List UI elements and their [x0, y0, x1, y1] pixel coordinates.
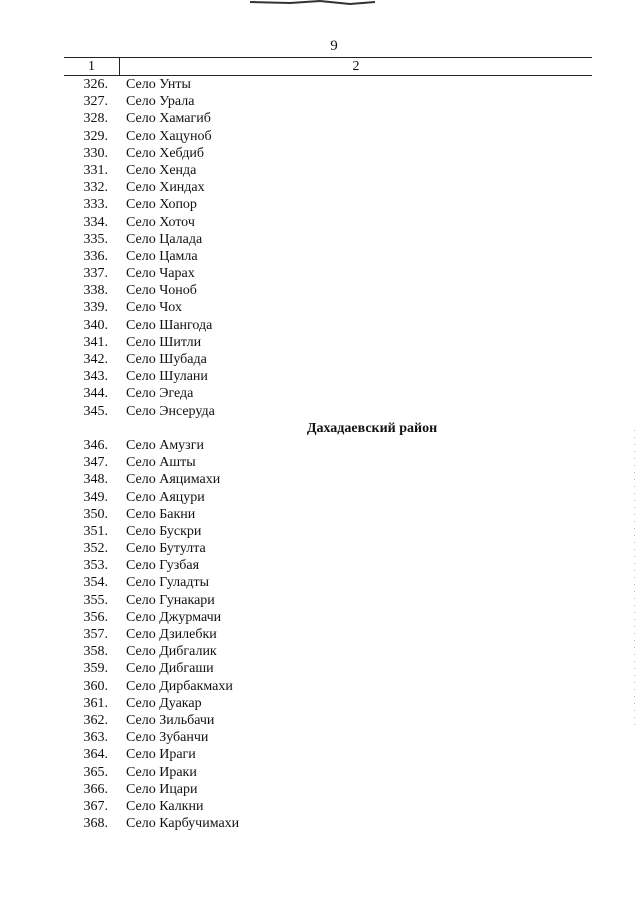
table-row	[64, 643, 592, 660]
settlement-name: Село Аяцури	[126, 489, 205, 505]
row-number: 356.	[83, 609, 108, 625]
settlement-name: Село Шангода	[126, 317, 213, 333]
table-row	[64, 764, 592, 781]
table-row	[64, 162, 592, 179]
table-row	[64, 695, 592, 712]
table-row	[64, 592, 592, 609]
row-number: 357.	[83, 627, 108, 642]
header-col-2: 2	[352, 59, 360, 74]
table-row	[64, 128, 592, 145]
table-row	[64, 282, 592, 299]
row-number: 335.	[83, 231, 108, 247]
section-heading: Дахадаевский район	[306, 420, 438, 436]
settlement-name: Село Хамагиб	[126, 111, 211, 127]
table-row	[64, 214, 592, 231]
table-row	[64, 729, 592, 746]
scan-edge-artifact	[633, 430, 636, 730]
settlement-name: Село Дуакар	[126, 695, 202, 711]
table-row	[64, 798, 592, 815]
table-row	[64, 712, 592, 729]
settlement-name: Село Бускри	[126, 523, 202, 539]
row-number: 350.	[83, 506, 108, 522]
row-number: 339.	[83, 300, 108, 316]
row-number: 353.	[83, 558, 108, 574]
row-number: 337.	[83, 266, 108, 282]
settlement-name: Село Дирбакмахи	[126, 678, 233, 694]
row-number: 328.	[83, 111, 108, 127]
row-number: 360.	[83, 678, 108, 694]
settlement-name: Село Амузги	[126, 437, 204, 453]
row-number: 368.	[83, 816, 108, 832]
table-row	[64, 403, 592, 420]
table-row	[64, 626, 592, 643]
settlement-name: Село Чох	[126, 300, 182, 316]
table-row	[64, 746, 592, 763]
table-row	[64, 265, 592, 282]
row-number: 338.	[83, 283, 108, 299]
settlement-name: Село Эгеда	[126, 386, 194, 402]
page-number: 9	[330, 38, 338, 54]
settlement-name: Село Чоноб	[126, 283, 197, 299]
settlement-name: Село Хопор	[126, 197, 197, 213]
settlement-name: Село Хебдиб	[126, 145, 205, 161]
row-number: 344.	[83, 386, 108, 402]
row-number: 342.	[83, 352, 108, 367]
table-row	[64, 557, 592, 574]
table-row	[64, 385, 592, 402]
settlement-name: Село Гунакари	[126, 592, 215, 608]
settlement-name: Село Шубада	[126, 352, 207, 367]
settlement-name: Село Урала	[126, 94, 195, 110]
table-row	[64, 454, 592, 471]
table-row	[64, 145, 592, 162]
table-row	[64, 231, 592, 248]
table-row	[64, 110, 592, 127]
row-number: 348.	[83, 472, 108, 488]
row-number: 351.	[83, 523, 108, 539]
settlement-name: Село Гузбая	[126, 558, 200, 574]
table-row	[64, 678, 592, 695]
row-number: 363.	[83, 730, 108, 746]
table-row	[64, 506, 592, 523]
row-number: 327.	[83, 94, 108, 110]
settlement-name: Село Дибгаши	[126, 661, 214, 677]
table-row	[64, 334, 592, 351]
row-number: 326.	[83, 77, 108, 92]
row-number: 345.	[83, 403, 108, 419]
settlement-name: Село Дибгалик	[126, 644, 217, 660]
table-row	[64, 299, 592, 316]
table-row	[64, 540, 592, 557]
row-number: 343.	[83, 369, 108, 385]
row-number: 334.	[83, 214, 108, 230]
table-row	[64, 93, 592, 110]
table-header	[64, 57, 592, 76]
table-row	[64, 76, 592, 93]
table-body-top	[64, 76, 592, 420]
table-row	[64, 351, 592, 368]
row-number: 354.	[83, 575, 108, 591]
row-number: 349.	[83, 489, 108, 505]
row-number: 352.	[83, 541, 108, 557]
settlement-name: Село Энсеруда	[126, 403, 215, 419]
row-number: 359.	[83, 661, 108, 677]
table-row	[64, 196, 592, 213]
table-body-bottom	[64, 437, 592, 832]
header-col-1: 1	[64, 58, 120, 75]
row-number: 365.	[83, 764, 108, 780]
table-row	[64, 815, 592, 832]
settlement-name: Село Хиндах	[126, 180, 205, 196]
row-number: 362.	[83, 712, 108, 728]
table-row	[64, 660, 592, 677]
row-number: 332.	[83, 180, 108, 196]
row-number: 355.	[83, 592, 108, 608]
settlement-name: Село Карбучимахи	[126, 816, 240, 832]
row-number: 358.	[83, 644, 108, 660]
row-number: 341.	[83, 334, 108, 350]
row-number: 347.	[83, 455, 108, 471]
table-row	[64, 574, 592, 591]
settlement-name: Село Ицари	[126, 781, 198, 797]
settlement-name: Село Ираги	[126, 747, 196, 763]
table-row	[64, 317, 592, 334]
row-number: 340.	[83, 317, 108, 333]
settlements-table	[64, 57, 592, 832]
settlement-name: Село Дзилебки	[126, 627, 217, 642]
row-number: 346.	[83, 437, 108, 453]
settlement-name: Село Шулани	[126, 369, 208, 385]
settlement-name: Село Зубанчи	[126, 730, 209, 746]
settlement-name: Село Хацуноб	[126, 128, 212, 144]
settlement-name: Село Цалада	[126, 231, 203, 247]
settlement-name: Село Хенда	[126, 162, 197, 178]
settlement-name: Село Цамла	[126, 248, 198, 264]
settlement-name: Село Зильбачи	[126, 712, 215, 728]
settlement-name: Село Бакни	[126, 506, 196, 522]
settlement-name: Село Калкни	[126, 798, 204, 814]
settlement-name: Село Ираки	[126, 764, 197, 780]
row-number: 366.	[83, 781, 108, 797]
settlement-name: Село Унты	[126, 77, 191, 92]
table-row	[64, 609, 592, 626]
row-number: 333.	[83, 197, 108, 213]
table-row	[64, 437, 592, 454]
table-row	[64, 368, 592, 385]
table-row	[64, 248, 592, 265]
settlement-name: Село Ашты	[126, 455, 196, 471]
table-row	[64, 489, 592, 506]
settlement-name: Село Чарах	[126, 266, 195, 282]
row-number: 367.	[83, 798, 108, 814]
scan-artifact	[250, 0, 380, 6]
settlement-name: Село Шитли	[126, 334, 202, 350]
row-number: 364.	[83, 747, 108, 763]
table-row	[64, 471, 592, 488]
settlement-name: Село Бутулта	[126, 541, 206, 557]
table-row	[64, 523, 592, 540]
row-number: 361.	[83, 695, 108, 711]
settlement-name: Село Аяцимахи	[126, 472, 221, 488]
settlement-name: Село Хоточ	[126, 214, 195, 230]
table-row	[64, 179, 592, 196]
row-number: 330.	[83, 145, 108, 161]
settlement-name: Село Гуладты	[126, 575, 210, 591]
table-row	[64, 781, 592, 798]
settlement-name: Село Джурмачи	[126, 609, 222, 625]
row-number: 331.	[83, 162, 108, 178]
row-number: 336.	[83, 248, 108, 264]
row-number: 329.	[83, 128, 108, 144]
